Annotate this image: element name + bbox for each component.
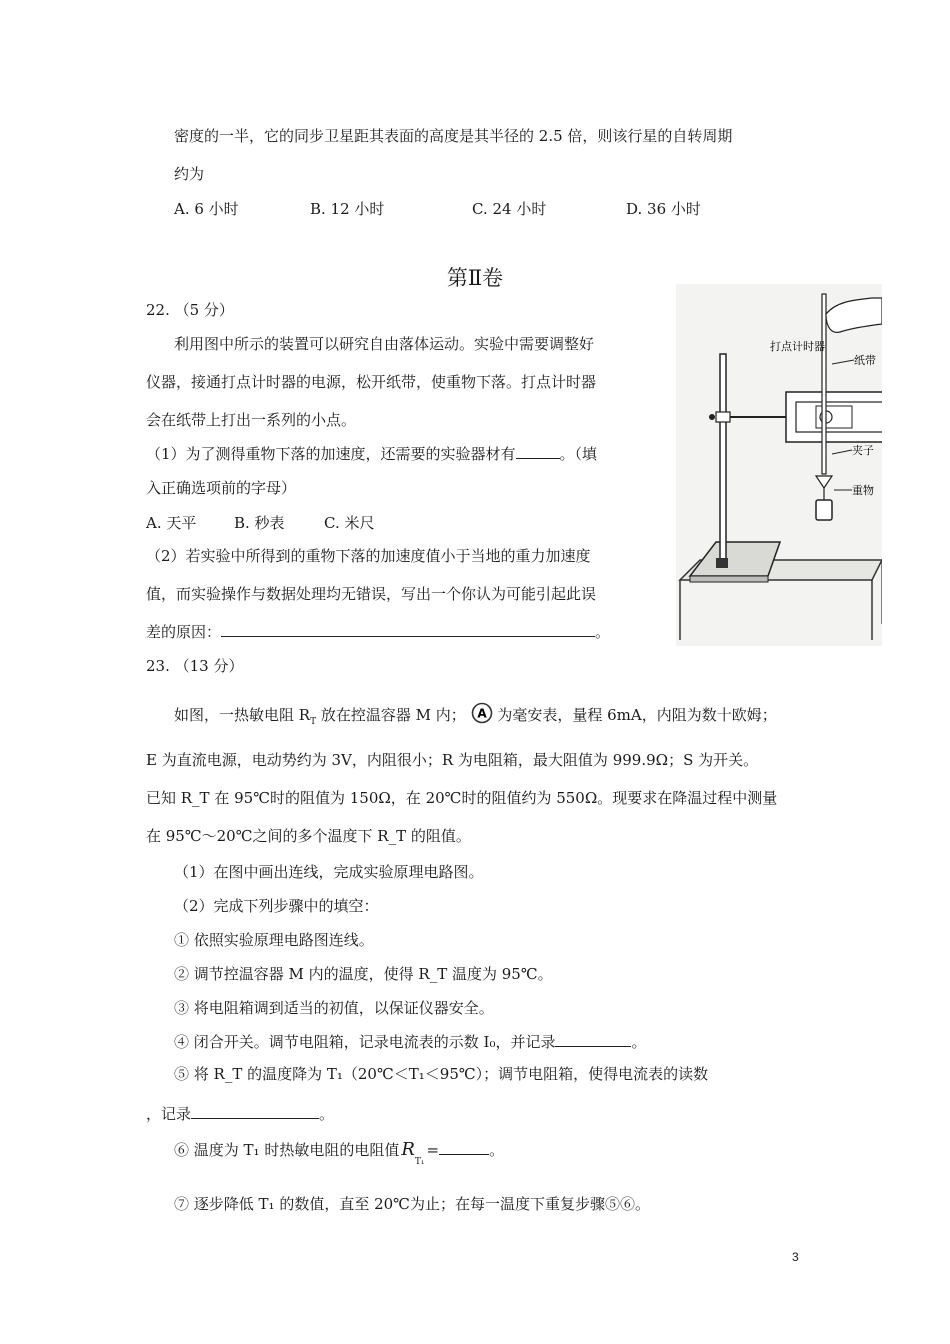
q22-intro-2: 仪器，接通打点计时器的电源，松开纸带，使重物下落。打点计时器: [146, 373, 597, 391]
q22-part2-prefix: 差的原因：: [146, 623, 222, 641]
label-clip: 夹子: [852, 444, 874, 457]
label-timer: 打点计时器: [770, 340, 825, 353]
q23-step-5-blank[interactable]: [191, 1102, 319, 1119]
q22-part2-blank[interactable]: [221, 620, 595, 637]
ammeter-letter: A: [476, 706, 487, 721]
q23-line-1b: 放在控温容器 M 内；: [316, 706, 466, 724]
option-b: B. 12 小时: [310, 200, 385, 218]
q23-line-4: 在 95℃～20℃之间的多个温度下 R_T 的阻值。: [146, 827, 471, 845]
q23-line-2: E 为直流电源，电动势约为 3V，内阻很小；R 为电阻箱，最大阻值为 999.9Ω；S 为开关。: [146, 751, 759, 769]
q23-step-4-suffix: 。: [631, 1033, 647, 1051]
q22-part2-suffix: 。: [595, 623, 611, 641]
q22-part2-line-1: （2）若实验中所得到的重物下落的加速度值小于当地的重力加速度: [146, 547, 591, 565]
q23-line-1a: 如图，一热敏电阻 R: [174, 706, 311, 724]
q22-number: 22. （5 分）: [146, 301, 234, 319]
q23-step-6-suffix: 。: [489, 1141, 505, 1159]
q23-step-6-text: ⑥ 温度为 T₁ 时热敏电阻的电阻值: [174, 1141, 400, 1159]
q23-step-5-prefix: ，记录: [146, 1105, 192, 1123]
weight: [816, 500, 832, 520]
q23-step-4: [174, 1030, 647, 1052]
q22-option-b: B. 秒表: [234, 514, 285, 532]
q23-step-7: ⑦ 逐步降低 T₁ 的数值，直至 20℃为止；在每一温度下重复步骤⑤⑥。: [174, 1195, 650, 1213]
q23-step-6-equals: =: [426, 1141, 440, 1159]
q23-step-4-text: ④ 闭合开关。调节电阻箱，记录电流表的示数 I₀，并记录: [174, 1033, 556, 1051]
q23-step-4-blank[interactable]: [555, 1030, 631, 1047]
q22-option-c: C. 米尺: [324, 514, 375, 532]
page-number: 3: [792, 1250, 799, 1264]
q23-step-5-suffix: 。: [319, 1105, 335, 1123]
q22-part1: [146, 442, 597, 464]
label-weight: 重物: [852, 484, 874, 497]
q23-step-3: ③ 将电阻箱调到适当的初值，以保证仪器安全。: [174, 999, 494, 1017]
section-title: 第Ⅱ卷: [446, 266, 504, 290]
q22-part1-text: （1）为了测得重物下落的加速度，还需要的实验器材有: [146, 445, 516, 463]
q22-option-a: A. 天平: [146, 514, 197, 532]
q23-line-3: 已知 R_T 在 95℃时的阻值为 150Ω，在 20℃时的阻值约为 550Ω。现要求在降温过程中测量: [146, 789, 778, 807]
q22-part1-blank[interactable]: [516, 442, 560, 459]
q22-part2-line-2: 值，而实验操作与数据处理均无错误，写出一个你认为可能引起此误: [146, 585, 597, 603]
q23-step-2: ② 调节控温容器 M 内的温度，使得 R_T 温度为 95℃。: [174, 965, 553, 983]
label-tape: 纸带: [854, 354, 876, 367]
q23-line-1: 如图，一热敏电阻 $R_T$ 放在控温容器 M 内； A 为毫安表，量程 6mA，内阻为数十欧姆；: [174, 702, 777, 732]
q23-step-6: [174, 1138, 504, 1168]
q22-intro-3: 会在纸带上打出一系列的小点。: [146, 411, 357, 429]
rt1-symbol: [401, 1140, 424, 1168]
ammeter-icon: [471, 702, 493, 724]
q23-sub-2: （2）完成下列步骤中的填空：: [174, 897, 379, 915]
question-21-text-line-1: 密度的一半，它的同步卫星距其表面的高度是其半径的 2.5 倍，则该行星的自转周期: [174, 127, 733, 145]
q22-part1-cont: 入正确选项前的字母）: [146, 479, 297, 497]
q22-part1-suffix: 。（填: [559, 445, 598, 463]
q22-intro-1: 利用图中所示的装置可以研究自由落体运动。实验中需要调整好: [174, 335, 595, 353]
q22-part2-line-3: [146, 620, 610, 642]
q23-step-1: ① 依照实验原理电路图连线。: [174, 931, 374, 949]
q23-step-5-cont: [146, 1102, 334, 1124]
option-c: C. 24 小时: [472, 200, 547, 218]
option-d: D. 36 小时: [626, 200, 701, 218]
option-a: A. 6 小时: [174, 200, 239, 218]
question-21-text-line-2: 约为: [174, 165, 205, 183]
q23-step-5: ⑤ 将 R_T 的温度降为 T₁（20℃＜T₁＜95℃）；调节电阻箱，使得电流表的读数: [174, 1065, 709, 1083]
rt1-r: R: [401, 1139, 415, 1160]
rt1-subscript: T₁: [414, 1156, 425, 1167]
q23-step-6-blank[interactable]: [439, 1138, 489, 1155]
q23-sub-1: （1）在图中画出连线，完成实验原理电路图。: [174, 863, 484, 881]
left-pole: [720, 354, 726, 564]
q23-number: 23. （13 分）: [146, 657, 244, 675]
free-fall-apparatus-figure: [676, 284, 882, 646]
q23-line-1c: 为毫安表，量程 6mA，内阻为数十欧姆；: [497, 706, 777, 724]
paper-tape: [822, 294, 826, 474]
